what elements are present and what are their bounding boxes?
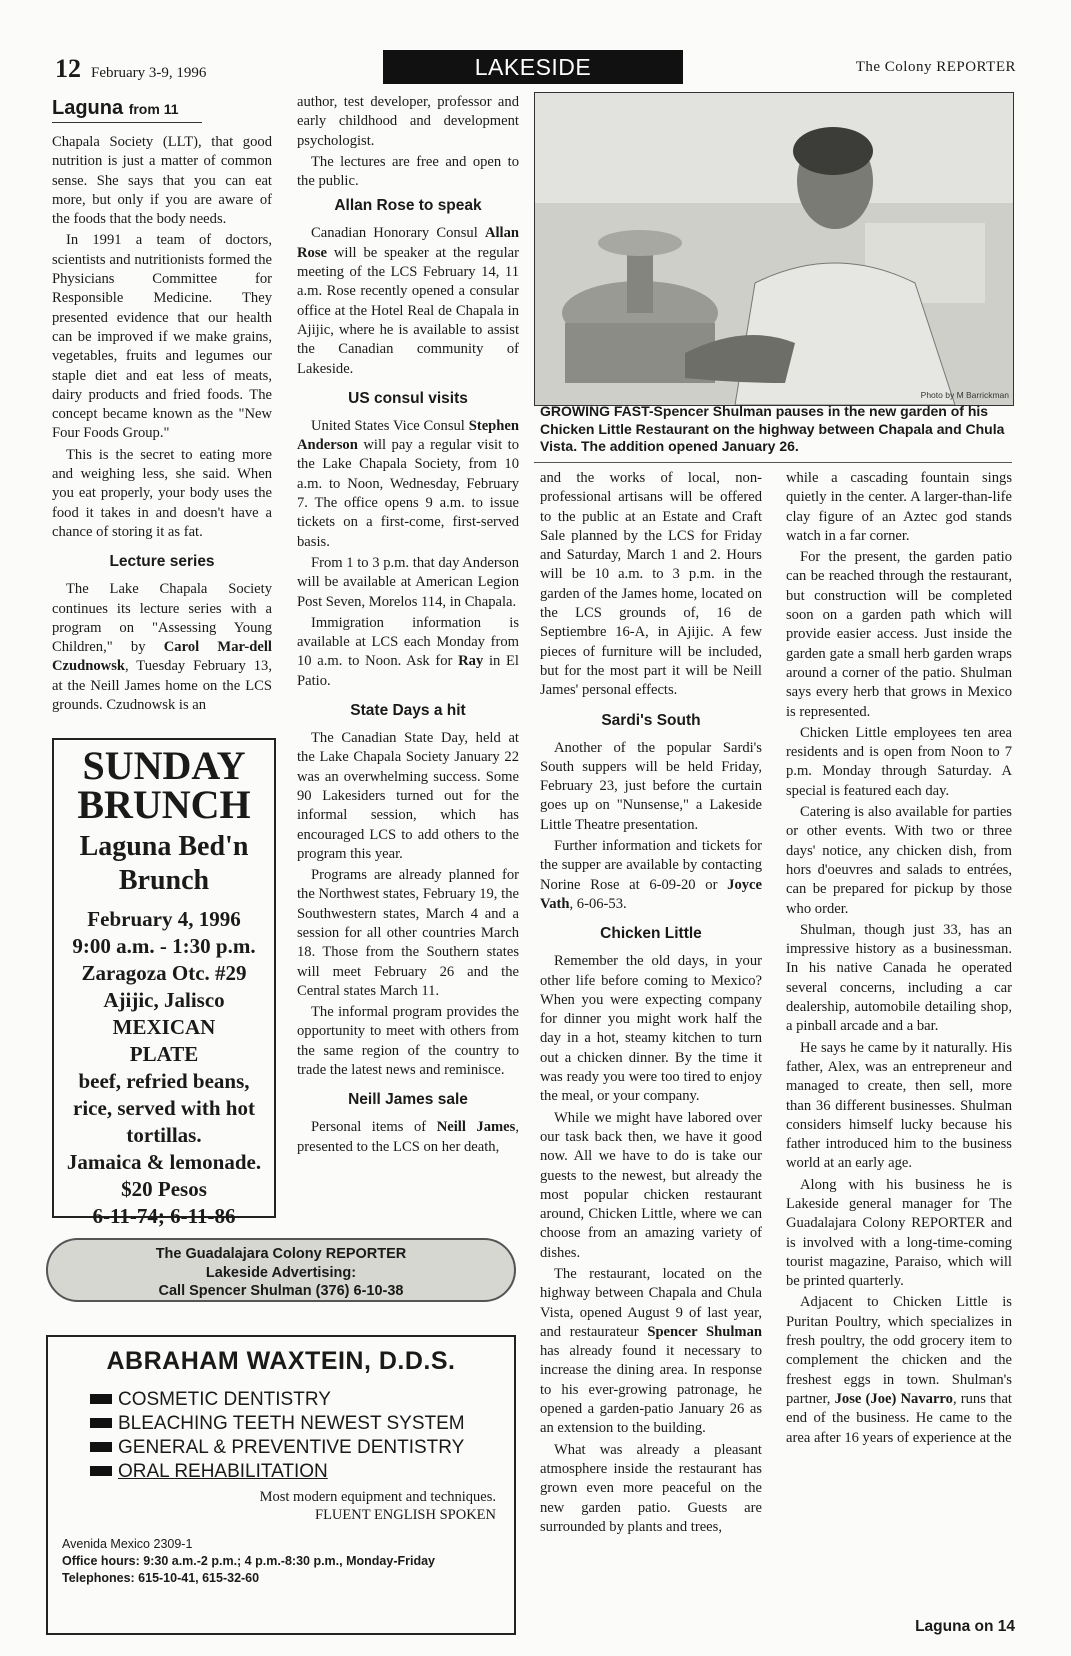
english-note: FLUENT ENGLISH SPOKEN bbox=[315, 1507, 496, 1523]
ad-title-brunch: BRUNCH bbox=[77, 782, 251, 827]
dentist-address: Avenida Mexico 2309-1 bbox=[62, 1537, 193, 1551]
article-paragraph: This is the secret to eating more and weighing less, she said. When you eat properly, your body uses the food it takes in and doesn't have a chance of storing it as fat. bbox=[52, 446, 272, 540]
fountain-top bbox=[598, 230, 682, 256]
person-name: Spencer Shulman bbox=[647, 1323, 762, 1340]
article-paragraph: Along with his business he is Lakeside general manager for The Guadalajara Colony REPORTER and is involved with a long-time-coming tourist magazine, Paraiso, which will be printed quarterly. bbox=[786, 1176, 1012, 1290]
person-name: Stephen Anderson bbox=[297, 417, 519, 454]
text-run: , Tuesday February 13, at the Neill James home on the LCS grounds. Czudnowsk is an bbox=[52, 658, 272, 714]
article-paragraph bbox=[297, 614, 519, 691]
service-item bbox=[90, 1460, 514, 1484]
section-banner: LAKESIDE bbox=[383, 50, 683, 84]
ad-title-sunday: SUNDAY bbox=[82, 743, 246, 788]
person-name: Carol Mar-dell Czudnowsk bbox=[52, 639, 272, 675]
ad-town: Ajijic, Jalisco bbox=[103, 988, 225, 1012]
article-paragraph: In 1991 a team of doctors, scientists and nutritionists formed the Physicians Committee for Responsible Medicine. They presented evidence that our health can be improved if we make grains, vegetables, fruits and legumes our staple diet and eat less of meats, dairy products and fried foods. The concept became known as the "New Four Foods Group." bbox=[52, 232, 272, 442]
service-label: ORAL REHABILITATION bbox=[118, 1461, 328, 1482]
ad-item: MEXICAN bbox=[112, 1015, 216, 1039]
heading-rule bbox=[52, 122, 202, 123]
text-run: has already found it necessary to increase the dining area. In response to his ever-growing patronage, he opened a garden-patio January 26 as an extension to the building. bbox=[540, 1343, 762, 1437]
article-paragraph: While we might have labored over our task back then, we have it good now. All we have to do is take our guests to the newest, but already the most popular chicken restaurant around, Chicken Little, where we can choose from an amazing variety of dishes. bbox=[540, 1109, 762, 1261]
subhead-state-days: State Days a hit bbox=[350, 702, 466, 720]
equipment-note: Most modern equipment and techniques. bbox=[259, 1489, 496, 1505]
text-run: , runs that end of the business. He came to the area after 16 years of experience at the bbox=[786, 1390, 1012, 1446]
dentist-hours: Office hours: 9:30 a.m.-2 p.m.; 4 p.m.-8:30 p.m., Monday-Friday bbox=[62, 1554, 435, 1568]
ad-address: Zaragoza Otc. #29 bbox=[81, 961, 247, 985]
column-2 bbox=[297, 93, 519, 1159]
article-paragraph: Chicken Little employees ten area residents and is open from Noon to 7 p.m. Monday through Saturday. A special is featured each day. bbox=[786, 724, 1012, 799]
article-paragraph: Another of the popular Sardi's South suppers will be held Friday, February 23, just before the curtain goes up on "Nunsense," a Lakeside Little Theatre presentation. bbox=[540, 739, 762, 833]
article-paragraph: The lectures are free and open to the public. bbox=[297, 153, 519, 190]
man-hair bbox=[793, 127, 873, 175]
article-paragraph bbox=[297, 224, 519, 378]
subhead-chicken-little: Chicken Little bbox=[600, 925, 702, 943]
photo-credit: Photo by M Barrickman bbox=[920, 390, 1009, 400]
advertising-banner bbox=[46, 1238, 516, 1302]
ad-date: February 4, 1996 bbox=[87, 907, 241, 931]
service-item bbox=[90, 1436, 514, 1460]
article-paragraph: and the works of local, non-professional artisans will be offered to the public at an Estate and Craft Sale planned by the LCS for Friday and Saturday, March 1 and 2. Hours will be 10 a.m. to 3 p.m. in the garden of the James home, located on the LCS grounds of, 16 de Septiembre 16-A, in Ajijic. A few pieces of furniture will be included, but for the most part it will be Neill James' personal effects. bbox=[540, 470, 762, 699]
article-paragraph bbox=[297, 417, 519, 552]
service-label: COSMETIC DENTISTRY bbox=[118, 1389, 331, 1410]
photo-caption: GROWING FAST-Spencer Shulman pauses in the new garden of his Chicken Little Restaurant on the highway between Chapala and Chula Vista. The addition opened January 26. bbox=[540, 403, 1005, 454]
article-paragraph bbox=[540, 1265, 762, 1439]
subhead-sardis-south: Sardi's South bbox=[601, 711, 701, 729]
ad-time: 9:00 a.m. - 1:30 p.m. bbox=[72, 934, 256, 958]
text-run: , presented to the LCS on her death, bbox=[297, 1119, 519, 1155]
column-3 bbox=[540, 469, 762, 1539]
text-run: will be speaker at the regular meeting of the LCS February 14, 11 a.m. Rose recently opened a consular office at the Hotel Real de Chapala in Ajijic, where he is available to assist the Canadian community of Lakeside. bbox=[297, 244, 519, 377]
text-run: in El Patio. bbox=[297, 653, 519, 689]
person-name: Jose (Joe) Navarro bbox=[834, 1390, 953, 1407]
ad-description: rice, served with hot bbox=[73, 1096, 255, 1120]
continued-title: Laguna bbox=[52, 97, 124, 119]
article-paragraph: Chapala Society (LLT), that good nutrition is just a matter of common sense. She says that you can eat more, but only if you are aware of the foods that the body needs. bbox=[52, 134, 272, 228]
page-header-left bbox=[55, 54, 206, 84]
article-paragraph bbox=[297, 1118, 519, 1157]
caption-rule bbox=[534, 462, 1012, 463]
bullet-block-icon bbox=[90, 1394, 112, 1404]
person-name: Neill James bbox=[436, 1119, 516, 1136]
ad-item: PLATE bbox=[129, 1042, 199, 1066]
text-run: Immigration information is available at LCS each Monday from 10 a.m. to Noon. Ask for bbox=[297, 614, 519, 670]
dentist-contact bbox=[62, 1536, 514, 1587]
text-run: , 6-06-53. bbox=[569, 895, 627, 912]
article-paragraph: What was already a pleasant atmosphere inside the restaurant has grown even more peaceful on the new garden patio. Guests are surrounded by plants and trees, bbox=[540, 1441, 762, 1535]
ad-drinks: Jamaica & lemonade. bbox=[66, 1150, 262, 1174]
article-paragraph: Catering is also available for parties or other events. With two or three days' notice, any chicken dish, from hors d'oeuvres and salads to entrées, can be prepared for pickup by those who order. bbox=[786, 804, 1012, 917]
bullet-block-icon bbox=[90, 1418, 112, 1428]
service-item bbox=[90, 1412, 514, 1436]
article-paragraph: Remember the old days, in your other life before coming to Mexico? When you were expecting company for dinner you might work half the day in a hot, steamy kitchen to turn out a chicken dinner. By the time it was ready you were too tired to enjoy the meal, or your company. bbox=[540, 953, 762, 1105]
bullet-block-icon bbox=[90, 1442, 112, 1452]
ad-description: beef, refried beans, bbox=[78, 1069, 250, 1093]
service-item bbox=[90, 1388, 514, 1412]
bullet-block-icon bbox=[90, 1466, 112, 1476]
article-paragraph: From 1 to 3 p.m. that day Anderson will be available at American Legion Post Seven, Morelos 114, in Chapala. bbox=[297, 554, 519, 610]
dentist-name: ABRAHAM WAXTEIN, D.D.S. bbox=[106, 1347, 456, 1375]
continued-from: from 11 bbox=[128, 101, 179, 117]
text-run: Adjacent to Chicken Little is Puritan Poultry, which specializes in fresh poultry, the odd grocery item to complement the chicken and the freshest eggs in town. Shulman's partner, bbox=[786, 1294, 1012, 1407]
photo-spencer-shulman bbox=[534, 92, 1014, 406]
continued-heading bbox=[52, 97, 272, 120]
article-paragraph: author, test developer, professor and early childhood and development psychologist. bbox=[297, 94, 519, 149]
subhead-us-consul: US consul visits bbox=[348, 389, 468, 407]
ad-description: tortillas. bbox=[126, 1123, 202, 1147]
dentist-ad bbox=[46, 1335, 516, 1635]
page-number: 12 bbox=[55, 54, 81, 83]
banner-line: Lakeside Advertising: bbox=[205, 1264, 357, 1281]
newspaper-name: The Colony REPORTER bbox=[855, 59, 1016, 75]
article-paragraph bbox=[52, 580, 272, 715]
subhead-neill-james: Neill James sale bbox=[348, 1091, 468, 1109]
text-run: will pay a regular visit to the Lake Chapala Society, from 10 a.m. to Noon, Wednesday, February 7. The office opens 9 a.m. to issue tickets on a first-come, first-served basis. bbox=[297, 437, 519, 550]
services-list bbox=[48, 1388, 514, 1484]
ad-venue-name: Laguna Bed'n bbox=[79, 831, 249, 862]
photo-illustration bbox=[535, 93, 1013, 405]
article-paragraph: The Canadian State Day, held at the Lake Chapala Society January 22 was an overwhelming success. Some 90 Lakesiders turned out for the informal session, which has encouraged LCS to add others to the program this year. bbox=[297, 730, 519, 862]
article-paragraph: For the present, the garden patio can be reached through the restaurant, but construction will be completed soon on a garden path which will provide easier access. Just inside the garden gate a small herb garden wraps around a corner of the patio. Shulman says every herb that grows in Mexico is represented. bbox=[786, 549, 1012, 720]
text-run: Canadian Honorary Consul bbox=[311, 225, 485, 242]
column-1 bbox=[52, 97, 272, 717]
article-paragraph: Shulman, though just 33, has an impressive history as a businessman. In his native Canada he operated several concerns, including a car dealership, automobile detailing shop, a pinball arcade and a bar. bbox=[786, 921, 1012, 1035]
ad-phones: 6-11-74; 6-11-86 bbox=[92, 1204, 236, 1228]
text-run: The restaurant, located on the highway between Chapala and Chula Vista, opened August 9 of last year, and restaurateur bbox=[540, 1265, 762, 1340]
text-run: Further information and tickets for the supper are available by contacting Norine Rose at 6-09-20 or bbox=[540, 838, 762, 893]
article-paragraph: He says he came by it naturally. His father, Alex, was an entrepreneur and managed to create, then sell, more than 36 different businesses. Shulman considers himself lucky because his father introduced him to the business world at an early age. bbox=[786, 1039, 1012, 1172]
ad-venue-name-2: Brunch bbox=[118, 865, 210, 896]
article-paragraph: The informal program provides the opportunity to meet with others from the same region of the country to trade the latest news and reminisce. bbox=[297, 1004, 519, 1079]
subhead-allan-rose: Allan Rose to speak bbox=[334, 197, 482, 215]
article-paragraph: while a cascading fountain sings quietly in the center. A larger-than-life clay figure of an Aztec god stands watch in a far corner. bbox=[786, 470, 1012, 544]
article-paragraph bbox=[540, 837, 762, 914]
text-run: United States Vice Consul bbox=[311, 417, 469, 434]
service-label: BLEACHING TEETH NEWEST SYSTEM bbox=[118, 1413, 465, 1434]
dentist-phones: Telephones: 615-10-41, 615-32-60 bbox=[62, 1571, 260, 1585]
article-paragraph bbox=[786, 1293, 1012, 1447]
text-run: The Lake Chapala Society continues its lecture series with a program on "Assessing Young Children," by bbox=[52, 581, 272, 656]
person-name: Joyce Vath bbox=[540, 876, 762, 912]
photo-sky bbox=[535, 93, 1013, 203]
person-name: Allan Rose bbox=[297, 225, 519, 261]
sunday-brunch-ad bbox=[52, 738, 276, 1228]
article-paragraph: Programs are already planned for the Northwest states, February 19, the Southwestern states, March 4 and a session for all other countries March 18. Those from the Southern states will meet February 26 and the Central states March 11. bbox=[297, 867, 519, 999]
column-4 bbox=[786, 469, 1012, 1450]
person-name: Ray bbox=[458, 653, 484, 670]
banner-line: The Guadalajara Colony REPORTER bbox=[155, 1246, 407, 1262]
subhead-lecture-series: Lecture series bbox=[109, 553, 215, 571]
banner-line: Call Spencer Shulman (376) 6-10-38 bbox=[158, 1283, 404, 1299]
service-label: GENERAL & PREVENTIVE DENTISTRY bbox=[118, 1437, 465, 1458]
issue-date: February 3-9, 1996 bbox=[91, 65, 207, 81]
continued-on: Laguna on 14 bbox=[915, 1618, 1015, 1635]
ad-price: $20 Pesos bbox=[121, 1177, 207, 1201]
text-run: Personal items of bbox=[311, 1119, 437, 1136]
